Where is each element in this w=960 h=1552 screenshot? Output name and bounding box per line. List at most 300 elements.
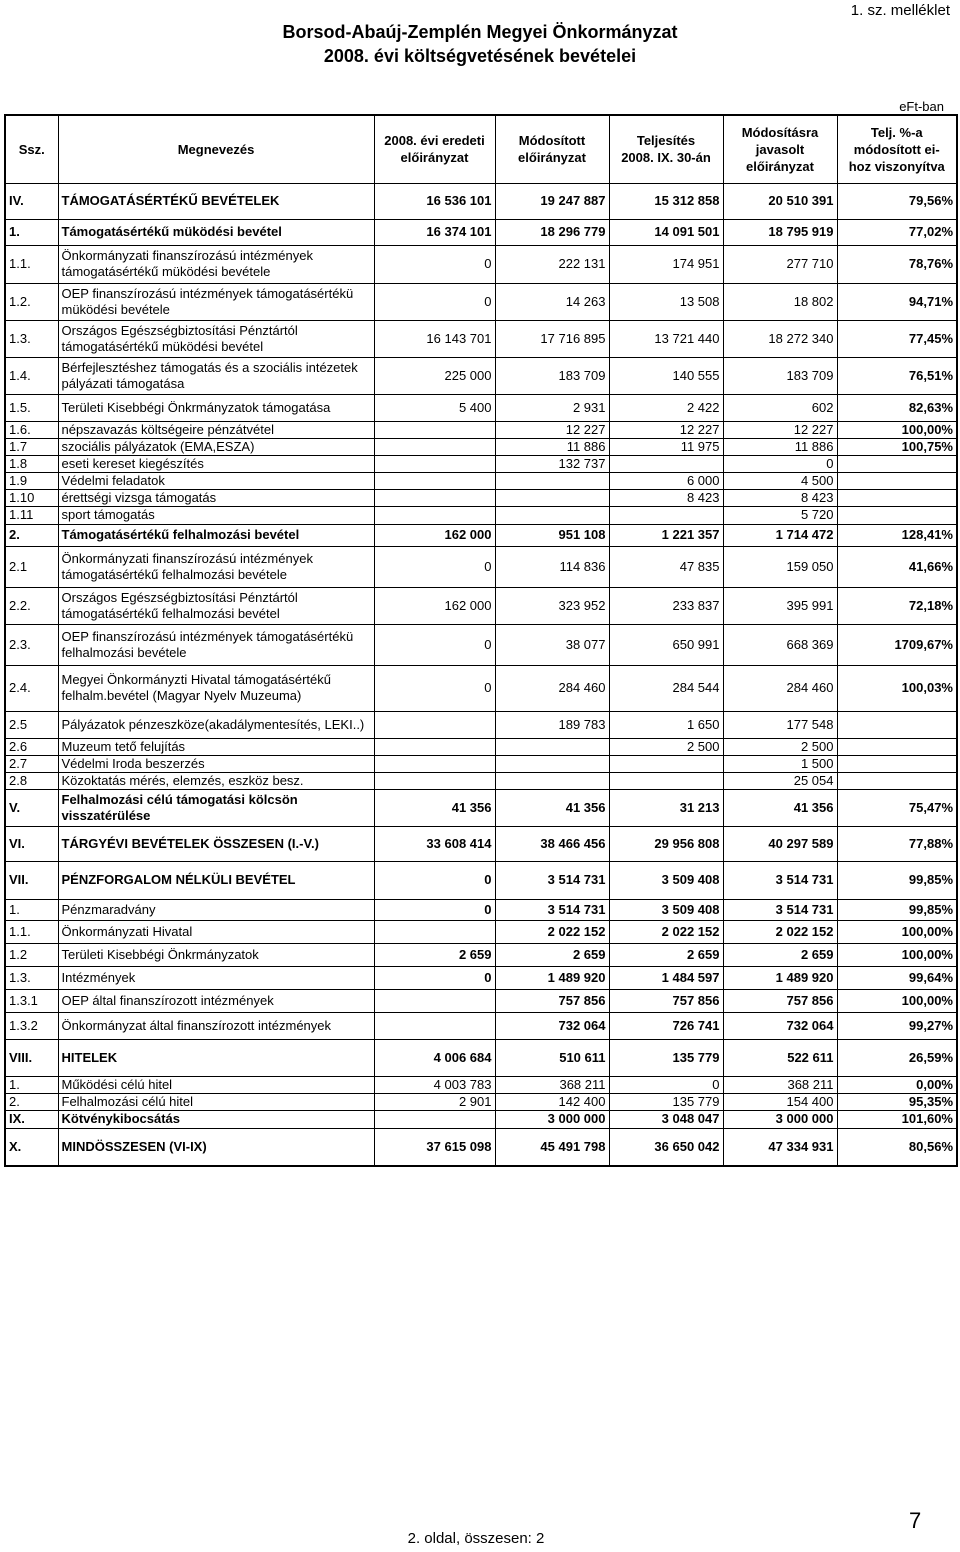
document-title: Borsod-Abaúj-Zemplén Megyei Önkormányzat [282, 22, 678, 42]
cell-name: OEP finanszírozású intézmények támogatásértékü müködési bevétele [58, 283, 374, 320]
cell-percent: 76,51% [837, 357, 957, 394]
cell-performance: 3 509 408 [609, 899, 723, 920]
cell-ssz: 2.7 [5, 755, 58, 772]
table-row [5, 357, 957, 394]
table-row [5, 966, 957, 989]
cell-ssz: VI. [5, 826, 58, 861]
cell-proposed: 368 211 [723, 1076, 837, 1093]
cell-proposed: 18 795 919 [723, 219, 837, 245]
table-row [5, 826, 957, 861]
cell-performance: 8 423 [609, 489, 723, 506]
cell-modified: 12 227 [495, 421, 609, 438]
cell-modified: 11 886 [495, 438, 609, 455]
table-row [5, 394, 957, 421]
cell-performance: 650 991 [609, 624, 723, 665]
cell-proposed: 284 460 [723, 665, 837, 711]
cell-modified: 3 000 000 [495, 1110, 609, 1128]
document-subtitle: 2008. évi költségvetésének bevételei [323, 46, 637, 66]
cell-proposed: 0 [723, 455, 837, 472]
table-row [5, 1128, 957, 1166]
cell-original: 16 536 101 [374, 183, 495, 219]
cell-proposed: 3 514 731 [723, 899, 837, 920]
cell-original: 16 143 701 [374, 320, 495, 357]
cell-modified: 17 716 895 [495, 320, 609, 357]
cell-name: Kötvénykibocsátás [58, 1110, 374, 1128]
page-footer: 2. oldal, összesen: 2 [407, 1530, 545, 1547]
cell-proposed: 11 886 [723, 438, 837, 455]
table-row [5, 506, 957, 524]
cell-ssz: 1.4. [5, 357, 58, 394]
table-row [5, 1076, 957, 1093]
cell-ssz: 1.2. [5, 283, 58, 320]
table-row [5, 489, 957, 506]
cell-performance [609, 455, 723, 472]
table-row [5, 546, 957, 587]
table-row [5, 899, 957, 920]
cell-performance: 36 650 042 [609, 1128, 723, 1166]
cell-percent: 0,00% [837, 1076, 957, 1093]
cell-name: Közoktatás mérés, elemzés, eszköz besz. [58, 772, 374, 789]
table-row [5, 1039, 957, 1076]
cell-name: Önkormányzati finanszírozású intézmények támogatásértékű felhalmozási bevétele [58, 546, 374, 587]
cell-percent: 101,60% [837, 1110, 957, 1128]
cell-name: Önkormányzat által finanszírozott intézmények [58, 1012, 374, 1039]
cell-original [374, 421, 495, 438]
cell-ssz: 1.5. [5, 394, 58, 421]
cell-proposed: 177 548 [723, 711, 837, 738]
cell-percent: 94,71% [837, 283, 957, 320]
cell-original [374, 506, 495, 524]
budget-table [4, 114, 958, 1167]
cell-proposed: 5 720 [723, 506, 837, 524]
cell-original [374, 1012, 495, 1039]
cell-modified: 38 077 [495, 624, 609, 665]
cell-proposed: 18 802 [723, 283, 837, 320]
cell-name: Bérfejlesztéshez támogatás és a szociális intézetek pályázati támogatása [58, 357, 374, 394]
cell-proposed: 668 369 [723, 624, 837, 665]
table-row [5, 421, 957, 438]
cell-performance: 1 650 [609, 711, 723, 738]
annex-label: 1. sz. melléklet [850, 2, 950, 19]
cell-percent: 77,88% [837, 826, 957, 861]
cell-modified: 222 131 [495, 245, 609, 283]
table-row [5, 861, 957, 899]
cell-performance: 135 779 [609, 1093, 723, 1110]
cell-name: OEP finanszírozású intézmények támogatásértékü felhalmozási bevétele [58, 624, 374, 665]
cell-ssz: 1.9 [5, 472, 58, 489]
cell-ssz: V. [5, 789, 58, 826]
cell-performance: 135 779 [609, 1039, 723, 1076]
cell-modified: 3 514 731 [495, 899, 609, 920]
cell-modified [495, 506, 609, 524]
cell-ssz: 1.8 [5, 455, 58, 472]
cell-original: 0 [374, 283, 495, 320]
cell-modified: 510 611 [495, 1039, 609, 1076]
cell-modified: 757 856 [495, 989, 609, 1012]
table-row [5, 283, 957, 320]
cell-original: 0 [374, 899, 495, 920]
cell-original: 33 608 414 [374, 826, 495, 861]
cell-modified: 3 514 731 [495, 861, 609, 899]
cell-ssz: 2.5 [5, 711, 58, 738]
cell-proposed: 3 514 731 [723, 861, 837, 899]
cell-modified: 189 783 [495, 711, 609, 738]
cell-proposed: 1 489 920 [723, 966, 837, 989]
cell-performance: 726 741 [609, 1012, 723, 1039]
cell-ssz: 2. [5, 524, 58, 546]
cell-proposed: 8 423 [723, 489, 837, 506]
table-row [5, 438, 957, 455]
cell-modified: 41 356 [495, 789, 609, 826]
cell-proposed: 41 356 [723, 789, 837, 826]
table-row [5, 772, 957, 789]
cell-percent: 26,59% [837, 1039, 957, 1076]
cell-percent [837, 772, 957, 789]
cell-percent: 100,00% [837, 920, 957, 943]
cell-ssz: 1.1. [5, 245, 58, 283]
cell-percent: 99,85% [837, 861, 957, 899]
header-percent: Telj. %-a módosított ei- hoz viszonyítva [837, 115, 957, 183]
cell-performance: 15 312 858 [609, 183, 723, 219]
cell-name: Országos Egészségbiztosítási Pénztártól támogatásértékű müködési bevétel [58, 320, 374, 357]
cell-name: sport támogatás [58, 506, 374, 524]
cell-performance: 757 856 [609, 989, 723, 1012]
cell-original [374, 472, 495, 489]
cell-proposed: 154 400 [723, 1093, 837, 1110]
cell-proposed: 1 714 472 [723, 524, 837, 546]
cell-name: Támogatásértékű felhalmozási bevétel [58, 524, 374, 546]
cell-proposed: 732 064 [723, 1012, 837, 1039]
cell-original: 4 003 783 [374, 1076, 495, 1093]
cell-performance: 140 555 [609, 357, 723, 394]
table-row [5, 755, 957, 772]
table-row [5, 624, 957, 665]
cell-name: MINDÖSSZESEN (VI-IX) [58, 1128, 374, 1166]
cell-proposed: 25 054 [723, 772, 837, 789]
cell-name: érettségi vizsga támogatás [58, 489, 374, 506]
cell-proposed: 4 500 [723, 472, 837, 489]
cell-ssz: 1.3.1 [5, 989, 58, 1012]
cell-proposed: 12 227 [723, 421, 837, 438]
cell-percent [837, 738, 957, 755]
cell-modified: 368 211 [495, 1076, 609, 1093]
cell-percent: 99,64% [837, 966, 957, 989]
cell-modified: 183 709 [495, 357, 609, 394]
cell-modified: 45 491 798 [495, 1128, 609, 1166]
cell-ssz: 1. [5, 899, 58, 920]
cell-original [374, 920, 495, 943]
cell-percent: 77,02% [837, 219, 957, 245]
cell-original [374, 738, 495, 755]
cell-modified: 2 931 [495, 394, 609, 421]
cell-original: 0 [374, 861, 495, 899]
cell-percent: 128,41% [837, 524, 957, 546]
cell-percent: 82,63% [837, 394, 957, 421]
cell-modified: 2 022 152 [495, 920, 609, 943]
cell-original [374, 489, 495, 506]
cell-performance: 2 659 [609, 943, 723, 966]
cell-ssz: 1. [5, 1076, 58, 1093]
table-header-row [5, 115, 957, 183]
table-row [5, 245, 957, 283]
cell-modified: 2 659 [495, 943, 609, 966]
table-row [5, 711, 957, 738]
cell-modified: 951 108 [495, 524, 609, 546]
cell-performance: 174 951 [609, 245, 723, 283]
cell-modified: 14 263 [495, 283, 609, 320]
cell-proposed: 47 334 931 [723, 1128, 837, 1166]
cell-original: 0 [374, 245, 495, 283]
table-row [5, 738, 957, 755]
cell-name: Pénzmaradvány [58, 899, 374, 920]
table-row [5, 989, 957, 1012]
cell-ssz: IV. [5, 183, 58, 219]
cell-modified: 38 466 456 [495, 826, 609, 861]
cell-ssz: 1.1. [5, 920, 58, 943]
cell-modified: 284 460 [495, 665, 609, 711]
cell-modified: 132 737 [495, 455, 609, 472]
cell-performance: 29 956 808 [609, 826, 723, 861]
cell-percent [837, 472, 957, 489]
cell-original: 41 356 [374, 789, 495, 826]
cell-proposed: 20 510 391 [723, 183, 837, 219]
cell-performance: 47 835 [609, 546, 723, 587]
cell-performance: 31 213 [609, 789, 723, 826]
cell-proposed: 40 297 589 [723, 826, 837, 861]
cell-proposed: 277 710 [723, 245, 837, 283]
cell-name: Védelmi Iroda beszerzés [58, 755, 374, 772]
cell-percent: 79,56% [837, 183, 957, 219]
unit-label: eFt-ban [899, 99, 944, 114]
cell-original [374, 438, 495, 455]
cell-modified [495, 772, 609, 789]
cell-performance: 233 837 [609, 587, 723, 624]
cell-original [374, 989, 495, 1012]
cell-performance: 1 221 357 [609, 524, 723, 546]
cell-name: Területi Kisebbégi Önkrmányzatok [58, 943, 374, 966]
cell-modified [495, 489, 609, 506]
cell-modified [495, 472, 609, 489]
cell-ssz: IX. [5, 1110, 58, 1128]
cell-original: 2 901 [374, 1093, 495, 1110]
table-row [5, 943, 957, 966]
cell-modified: 323 952 [495, 587, 609, 624]
cell-percent: 100,00% [837, 421, 957, 438]
cell-ssz: 1.3. [5, 320, 58, 357]
cell-modified: 732 064 [495, 1012, 609, 1039]
cell-proposed: 395 991 [723, 587, 837, 624]
cell-original: 16 374 101 [374, 219, 495, 245]
cell-ssz: 1.10 [5, 489, 58, 506]
cell-percent: 78,76% [837, 245, 957, 283]
cell-performance [609, 506, 723, 524]
cell-percent: 99,27% [837, 1012, 957, 1039]
cell-performance: 284 544 [609, 665, 723, 711]
cell-modified: 19 247 887 [495, 183, 609, 219]
table-row [5, 1110, 957, 1128]
cell-original: 4 006 684 [374, 1039, 495, 1076]
cell-name: TÁRGYÉVI BEVÉTELEK ÖSSZESEN (I.-V.) [58, 826, 374, 861]
cell-name: Megyei Önkormányzti Hivatal támogatásértékű felhalm.bevétel (Magyar Nyelv Muzeuma) [58, 665, 374, 711]
cell-percent: 75,47% [837, 789, 957, 826]
cell-original: 162 000 [374, 524, 495, 546]
cell-original [374, 1110, 495, 1128]
cell-ssz: VIII. [5, 1039, 58, 1076]
cell-name: eseti kereset kiegészítés [58, 455, 374, 472]
cell-percent [837, 489, 957, 506]
cell-proposed: 522 611 [723, 1039, 837, 1076]
cell-percent: 72,18% [837, 587, 957, 624]
cell-name: TÁMOGATÁSÉRTÉKŰ BEVÉTELEK [58, 183, 374, 219]
cell-performance [609, 755, 723, 772]
header-original: 2008. évi eredeti előirányzat [374, 115, 495, 183]
cell-ssz: 2.8 [5, 772, 58, 789]
table-row [5, 789, 957, 826]
cell-name: HITELEK [58, 1039, 374, 1076]
cell-performance: 12 227 [609, 421, 723, 438]
cell-ssz: 2.6 [5, 738, 58, 755]
table-row [5, 920, 957, 943]
cell-proposed: 1 500 [723, 755, 837, 772]
table-row [5, 472, 957, 489]
cell-proposed: 2 022 152 [723, 920, 837, 943]
cell-name: PÉNZFORGALOM NÉLKÜLI BEVÉTEL [58, 861, 374, 899]
cell-original [374, 455, 495, 472]
cell-original: 0 [374, 546, 495, 587]
cell-performance: 3 048 047 [609, 1110, 723, 1128]
cell-ssz: 1.2 [5, 943, 58, 966]
cell-performance: 2 022 152 [609, 920, 723, 943]
cell-proposed: 183 709 [723, 357, 837, 394]
cell-modified: 18 296 779 [495, 219, 609, 245]
cell-name: Támogatásértékű müködési bevétel [58, 219, 374, 245]
table-row [5, 219, 957, 245]
cell-proposed: 18 272 340 [723, 320, 837, 357]
cell-modified: 142 400 [495, 1093, 609, 1110]
cell-ssz: 1.3.2 [5, 1012, 58, 1039]
cell-performance: 11 975 [609, 438, 723, 455]
cell-name: Működési célú hitel [58, 1076, 374, 1093]
cell-percent: 100,03% [837, 665, 957, 711]
cell-ssz: 2. [5, 1093, 58, 1110]
cell-performance: 3 509 408 [609, 861, 723, 899]
cell-name: népszavazás költségeire pénzátvétel [58, 421, 374, 438]
cell-performance: 2 500 [609, 738, 723, 755]
cell-ssz: 2.3. [5, 624, 58, 665]
cell-percent: 99,85% [837, 899, 957, 920]
cell-ssz: 1.3. [5, 966, 58, 989]
cell-proposed: 757 856 [723, 989, 837, 1012]
cell-proposed: 2 500 [723, 738, 837, 755]
cell-ssz: 2.1 [5, 546, 58, 587]
cell-percent: 80,56% [837, 1128, 957, 1166]
cell-original: 0 [374, 966, 495, 989]
cell-ssz: X. [5, 1128, 58, 1166]
cell-name: Önkormányzati finanszírozású intézmények támogatásértékű müködési bevétele [58, 245, 374, 283]
table-row [5, 524, 957, 546]
cell-original [374, 772, 495, 789]
cell-percent: 41,66% [837, 546, 957, 587]
cell-proposed: 3 000 000 [723, 1110, 837, 1128]
cell-performance [609, 772, 723, 789]
cell-percent: 95,35% [837, 1093, 957, 1110]
page-number: 7 [909, 1508, 922, 1533]
cell-ssz: VII. [5, 861, 58, 899]
cell-original [374, 755, 495, 772]
table-row [5, 1093, 957, 1110]
cell-original: 5 400 [374, 394, 495, 421]
cell-name: Védelmi feladatok [58, 472, 374, 489]
cell-modified: 1 489 920 [495, 966, 609, 989]
cell-proposed: 159 050 [723, 546, 837, 587]
header-proposed: Módosításra javasolt előirányzat [723, 115, 837, 183]
cell-performance: 2 422 [609, 394, 723, 421]
table-row [5, 665, 957, 711]
header-performance: Teljesítés 2008. IX. 30-án [609, 115, 723, 183]
cell-original: 0 [374, 665, 495, 711]
cell-original: 162 000 [374, 587, 495, 624]
cell-performance: 13 508 [609, 283, 723, 320]
cell-name: Intézmények [58, 966, 374, 989]
cell-ssz: 2.4. [5, 665, 58, 711]
cell-percent [837, 506, 957, 524]
cell-name: Felhalmozási célú támogatási kölcsön visszatérülése [58, 789, 374, 826]
cell-ssz: 1.6. [5, 421, 58, 438]
cell-percent: 100,75% [837, 438, 957, 455]
cell-name: Pályázatok pénzeszköze(akadálymentesítés, LEKI..) [58, 711, 374, 738]
cell-performance: 0 [609, 1076, 723, 1093]
cell-performance: 13 721 440 [609, 320, 723, 357]
cell-percent [837, 711, 957, 738]
cell-name: Felhalmozási célú hitel [58, 1093, 374, 1110]
table-row [5, 587, 957, 624]
cell-name: Területi Kisebbégi Önkrmányzatok támogatása [58, 394, 374, 421]
cell-modified [495, 738, 609, 755]
cell-original: 0 [374, 624, 495, 665]
header-ssz: Ssz. [5, 115, 58, 183]
header-name: Megnevezés [58, 115, 374, 183]
cell-ssz: 2.2. [5, 587, 58, 624]
cell-ssz: 1.11 [5, 506, 58, 524]
table-row [5, 455, 957, 472]
cell-percent: 100,00% [837, 989, 957, 1012]
cell-original: 225 000 [374, 357, 495, 394]
cell-percent [837, 455, 957, 472]
cell-performance: 1 484 597 [609, 966, 723, 989]
cell-original: 2 659 [374, 943, 495, 966]
cell-proposed: 602 [723, 394, 837, 421]
cell-ssz: 1. [5, 219, 58, 245]
table-row [5, 1012, 957, 1039]
cell-name: Önkormányzati Hivatal [58, 920, 374, 943]
cell-performance: 6 000 [609, 472, 723, 489]
cell-original: 37 615 098 [374, 1128, 495, 1166]
cell-proposed: 2 659 [723, 943, 837, 966]
cell-name: szociális pályázatok (EMA,ESZA) [58, 438, 374, 455]
header-modified: Módosított előirányzat [495, 115, 609, 183]
cell-percent [837, 755, 957, 772]
cell-name: Országos Egészségbiztosítási Pénztártól támogatásértékű felhalmozási bevétel [58, 587, 374, 624]
table-row [5, 183, 957, 219]
cell-percent: 77,45% [837, 320, 957, 357]
cell-name: OEP által finanszírozott intézmények [58, 989, 374, 1012]
cell-modified [495, 755, 609, 772]
cell-original [374, 711, 495, 738]
table-row [5, 320, 957, 357]
cell-performance: 14 091 501 [609, 219, 723, 245]
cell-name: Muzeum tető felujítás [58, 738, 374, 755]
cell-percent: 1709,67% [837, 624, 957, 665]
